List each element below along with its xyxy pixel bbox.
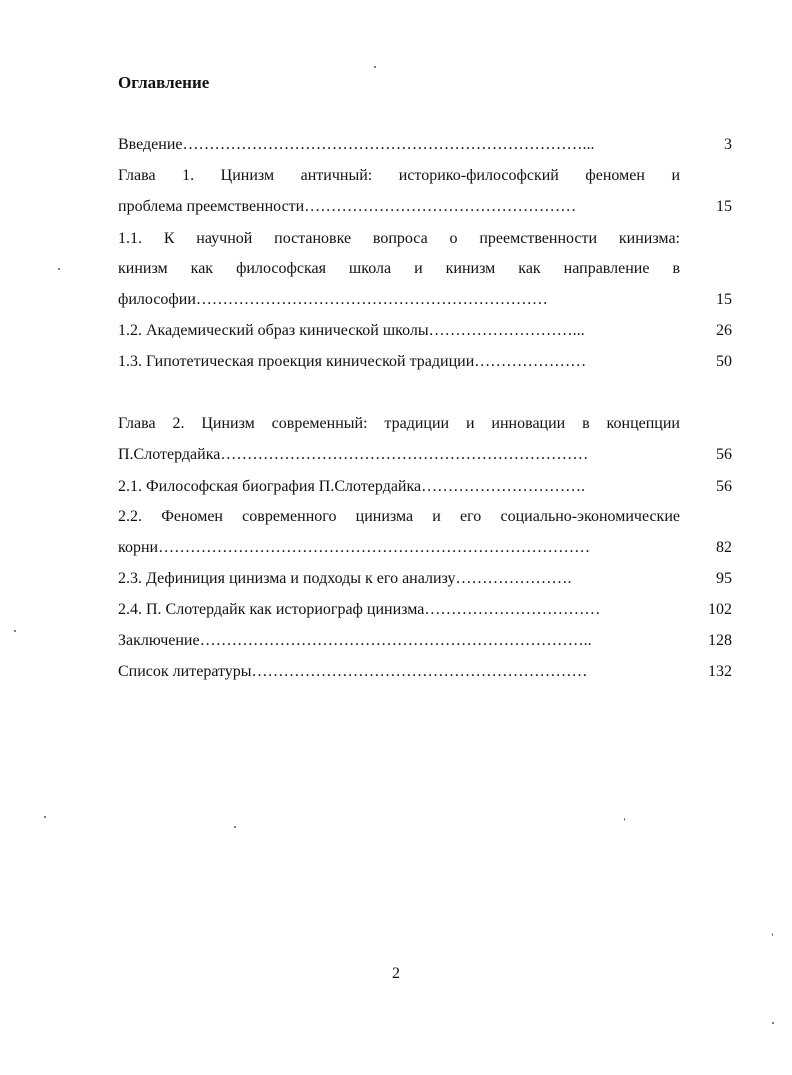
- toc-page-number: 102: [708, 601, 732, 618]
- toc-page-number: 3: [724, 136, 732, 153]
- scan-speck: [374, 66, 376, 68]
- toc-page-number: 56: [716, 446, 732, 463]
- toc-heading: Оглавление: [118, 73, 210, 92]
- toc-entry-section-2-4[interactable]: 2.4. П. Слотердайк как историограф цинизма……………………………: [118, 601, 601, 618]
- toc-entry-bibliography[interactable]: Список литературы………………………………………………………: [118, 663, 588, 680]
- toc-page-number: 26: [716, 322, 732, 339]
- scan-speck: [624, 818, 625, 821]
- scan-speck: [772, 1022, 774, 1024]
- toc-page-number: 132: [708, 663, 732, 680]
- toc-entry-section-2-3[interactable]: 2.3. Дефиниция цинизма и подходы к его анализу………………….: [118, 570, 572, 587]
- toc-entry-section-1-3[interactable]: 1.3. Гипотетическая проекция кинической традиции…………………: [118, 353, 587, 370]
- toc-page-number: 15: [716, 291, 732, 308]
- toc-page-number: 128: [708, 632, 732, 649]
- footer-page-number: 2: [392, 965, 400, 982]
- toc-page-number: 95: [716, 570, 732, 587]
- scan-speck: [772, 933, 773, 936]
- scan-speck: [234, 826, 236, 828]
- toc-page-number: 56: [716, 478, 732, 495]
- toc-page-number: 15: [716, 198, 732, 215]
- toc-entry-chapter-2[interactable]: Глава 2. Цинизм современный: традиции и инновации в концепции: [118, 415, 680, 432]
- toc-entry-chapter-2-cont[interactable]: П.Слотердайка……………………………………………………………: [118, 446, 589, 463]
- toc-page-number: 50: [716, 353, 732, 370]
- toc-page-number: 82: [716, 539, 732, 556]
- toc-entry-section-1-1[interactable]: 1.1. К научной постановке вопроса о преемственности кинизма:: [118, 230, 680, 247]
- toc-entry-introduction[interactable]: Введение…………………………………………………………………...: [118, 136, 595, 153]
- toc-entry-section-1-1-cont[interactable]: философии…………………………………………………………: [118, 291, 548, 308]
- scan-speck: [14, 630, 16, 632]
- scan-speck: [44, 816, 46, 818]
- scan-speck: [58, 268, 60, 270]
- toc-entry-section-2-2-cont[interactable]: корни………………………………………………………………………: [118, 539, 591, 556]
- toc-entry-conclusion[interactable]: Заключение………………………………………………………………..: [118, 632, 592, 649]
- toc-entry-section-1-2[interactable]: 1.2. Академический образ кинической школы………………………...: [118, 322, 585, 339]
- toc-entry-section-2-2[interactable]: 2.2. Феномен современного цинизма и его социально-экономические: [118, 508, 680, 525]
- toc-entry-section-2-1[interactable]: 2.1. Философская биография П.Слотердайка………………………….: [118, 478, 586, 495]
- toc-entry-chapter-1[interactable]: Глава 1. Цинизм античный: историко-философский феномен и: [118, 167, 680, 184]
- toc-entry-section-1-1-cont[interactable]: кинизм как философская школа и кинизм как направление в: [118, 260, 680, 277]
- toc-entry-chapter-1-cont[interactable]: проблема преемственности……………………………………………: [118, 198, 577, 215]
